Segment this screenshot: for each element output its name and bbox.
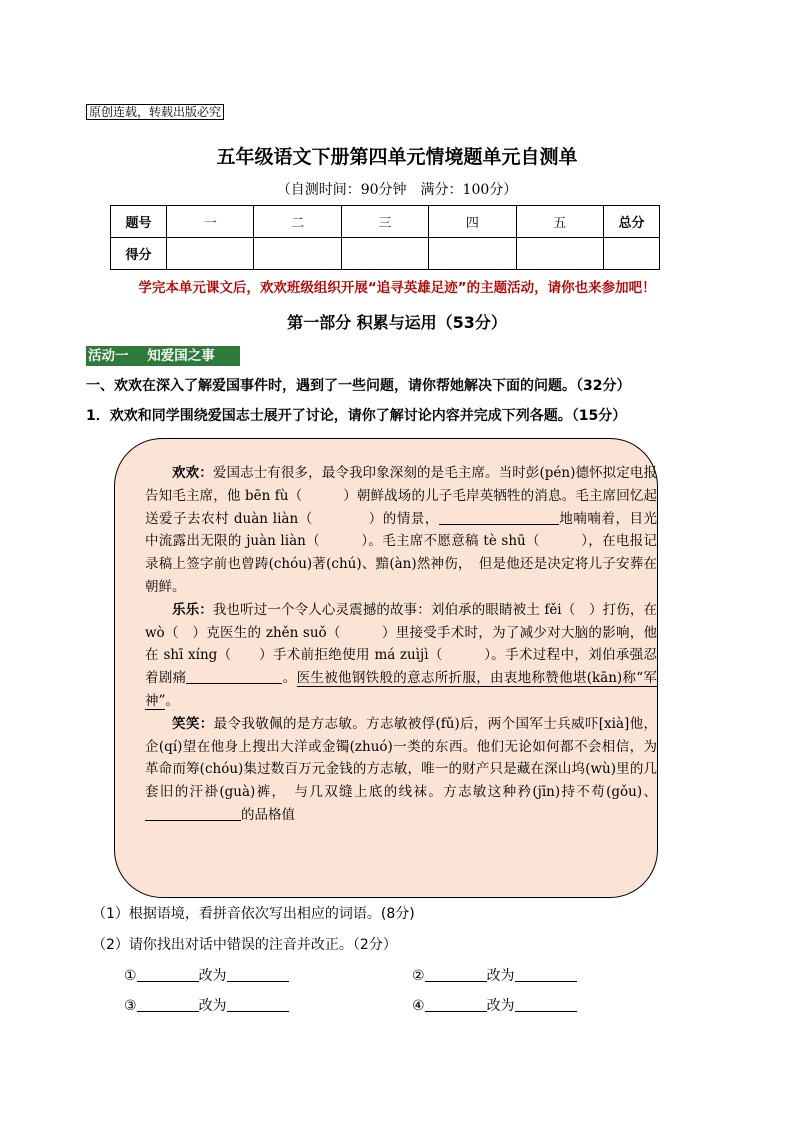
table-cell: 得分	[111, 238, 167, 270]
table-cell: 题号	[111, 206, 167, 238]
answer-label: 改为	[198, 998, 227, 1014]
answer-label: 改为	[486, 998, 515, 1014]
dialog-text-segment: 我也听过一个令人心灵震撼的故事：刘伯承的眼睛被土 fěi（ ）打伤，在 wò（ ）克医生的 zhěn suǒ（ ）里接受手术时，为了减少对大脑的影响，他在 shī xíng（ ）手术前拒绝使用 má zuìjì（ ）。手术过程中，刘伯承强忍着剧痛	[145, 601, 657, 687]
question-1-1: 1．欢欢和同学围绕爱国志士展开了讨论，请你了解讨论内容并完成下列各题。（15分）	[86, 408, 627, 424]
score-input-cell[interactable]	[516, 238, 603, 270]
answer-blank[interactable]	[515, 997, 577, 1012]
speaker-label: 笑笑：	[172, 715, 214, 732]
speaker-label: 乐乐：	[172, 601, 213, 618]
page-title: 五年级语文下册第四单元情境题单元自测单	[216, 146, 578, 168]
table-cell: 四	[429, 206, 516, 238]
answer-blank[interactable]	[227, 967, 289, 982]
dialog-text-segment: 最令我敬佩的是方志敏。方志敏被俘(fǔ)后，两个国军士兵威吓[xià]他，企(qí)望在他身上搜出大洋或金镯(zhuó)一类的东西。他们无论如何都不会相信，为革命而筹(chóu)集过数百万元金钱的方志敏，唯一的财产只是藏在深山坞(wù)里的几套旧的汗褂(guà)裤， 与几双缝上底的线袜。方志敏这种矜(jīn)持不苟(gǒu)、	[145, 715, 657, 801]
answer-blank[interactable]	[186, 670, 282, 685]
answer-label: 改为	[198, 968, 227, 984]
underlined-sentence: 医生被他钢铁般的意志所折服，由衷地称赞他堪(kān)称“军神”	[145, 670, 658, 709]
table-row	[111, 206, 660, 238]
score-input-cell[interactable]	[167, 238, 254, 270]
table-cell: 二	[254, 206, 341, 238]
dialog-paragraph	[145, 599, 657, 713]
answer-blank[interactable]	[515, 967, 577, 982]
answer-blank[interactable]	[439, 510, 559, 525]
activity-notice: 学完本单元课文后，欢欢班级组织开展“追寻英雄足迹”的主题活动，请你也来参加吧！	[138, 280, 656, 296]
table-cell: 一	[167, 206, 254, 238]
score-input-cell[interactable]	[254, 238, 341, 270]
speaker-label: 欢欢：	[172, 465, 213, 481]
page-subtitle: （自测时间：90分钟 满分：100分）	[276, 182, 518, 198]
table-cell: 三	[341, 206, 428, 238]
answer-line	[124, 965, 289, 985]
answer-number: ③	[124, 998, 137, 1014]
score-input-cell[interactable]	[429, 238, 516, 270]
question-1: 一、欢欢在深入了解爱国事件时，遇到了一些问题，请你帮她解决下面的问题。（32分）	[86, 378, 631, 394]
answer-line	[412, 965, 577, 985]
copyright-banner: 原创连载，转载出版必究	[86, 104, 224, 120]
score-input-cell[interactable]	[341, 238, 428, 270]
table-cell: 五	[516, 206, 603, 238]
answer-blank[interactable]	[137, 967, 199, 982]
answer-label: 改为	[486, 968, 515, 984]
answer-blank[interactable]	[227, 997, 289, 1012]
part-title: 第一部分 积累与运用（53分）	[287, 313, 507, 332]
answer-blank[interactable]	[137, 997, 199, 1012]
answer-number: ①	[124, 968, 137, 984]
dialog-text	[145, 462, 657, 827]
answer-blank[interactable]	[145, 806, 241, 821]
answer-number: ④	[412, 998, 425, 1014]
activity-label: 活动一 知爱国之事	[86, 346, 240, 366]
sub-question-2: （2）请你找出对话中错误的注音并改正。（2分）	[92, 937, 397, 953]
dialog-text-segment: 。	[165, 692, 179, 709]
dialog-paragraph	[145, 713, 657, 827]
table-cell: 总分	[604, 206, 660, 238]
dialog-paragraph	[145, 462, 657, 599]
dialog-text-segment: 爱国志士有很多，最令我印象深刻的是毛主席。当时彭(pén)德怀拟定电报告知毛主席，他 bēn fù（ ）朝鲜战场的儿子毛岸英牺牲的消息。毛主席回忆起送爱子去农村 duàn liàn（ ）的情景，	[145, 465, 658, 527]
table-row	[111, 238, 660, 270]
answer-line	[124, 995, 289, 1015]
answer-number: ②	[412, 968, 425, 984]
dialog-text-segment: 的品格值	[241, 806, 295, 823]
dialog-text-segment: 。	[282, 670, 297, 687]
answer-blank[interactable]	[425, 967, 487, 982]
sub-question-1: （1）根据语境，看拼音依次写出相应的词语。(8分)	[92, 906, 415, 922]
score-input-cell[interactable]	[604, 238, 660, 270]
dialog-text-segment: 地喃喃着，目光中流露出无限的 juàn liàn（ ）。毛主席不愿意稿 tè shū（ ），在电报记录稿上签字前也曾踌(chóu)著(chú)、黯(àn)然神伤， 但是他还是决定将儿子安葬在朝鲜。	[145, 510, 657, 595]
answer-line	[412, 995, 577, 1015]
answer-blank[interactable]	[425, 997, 487, 1012]
score-table	[110, 205, 660, 270]
